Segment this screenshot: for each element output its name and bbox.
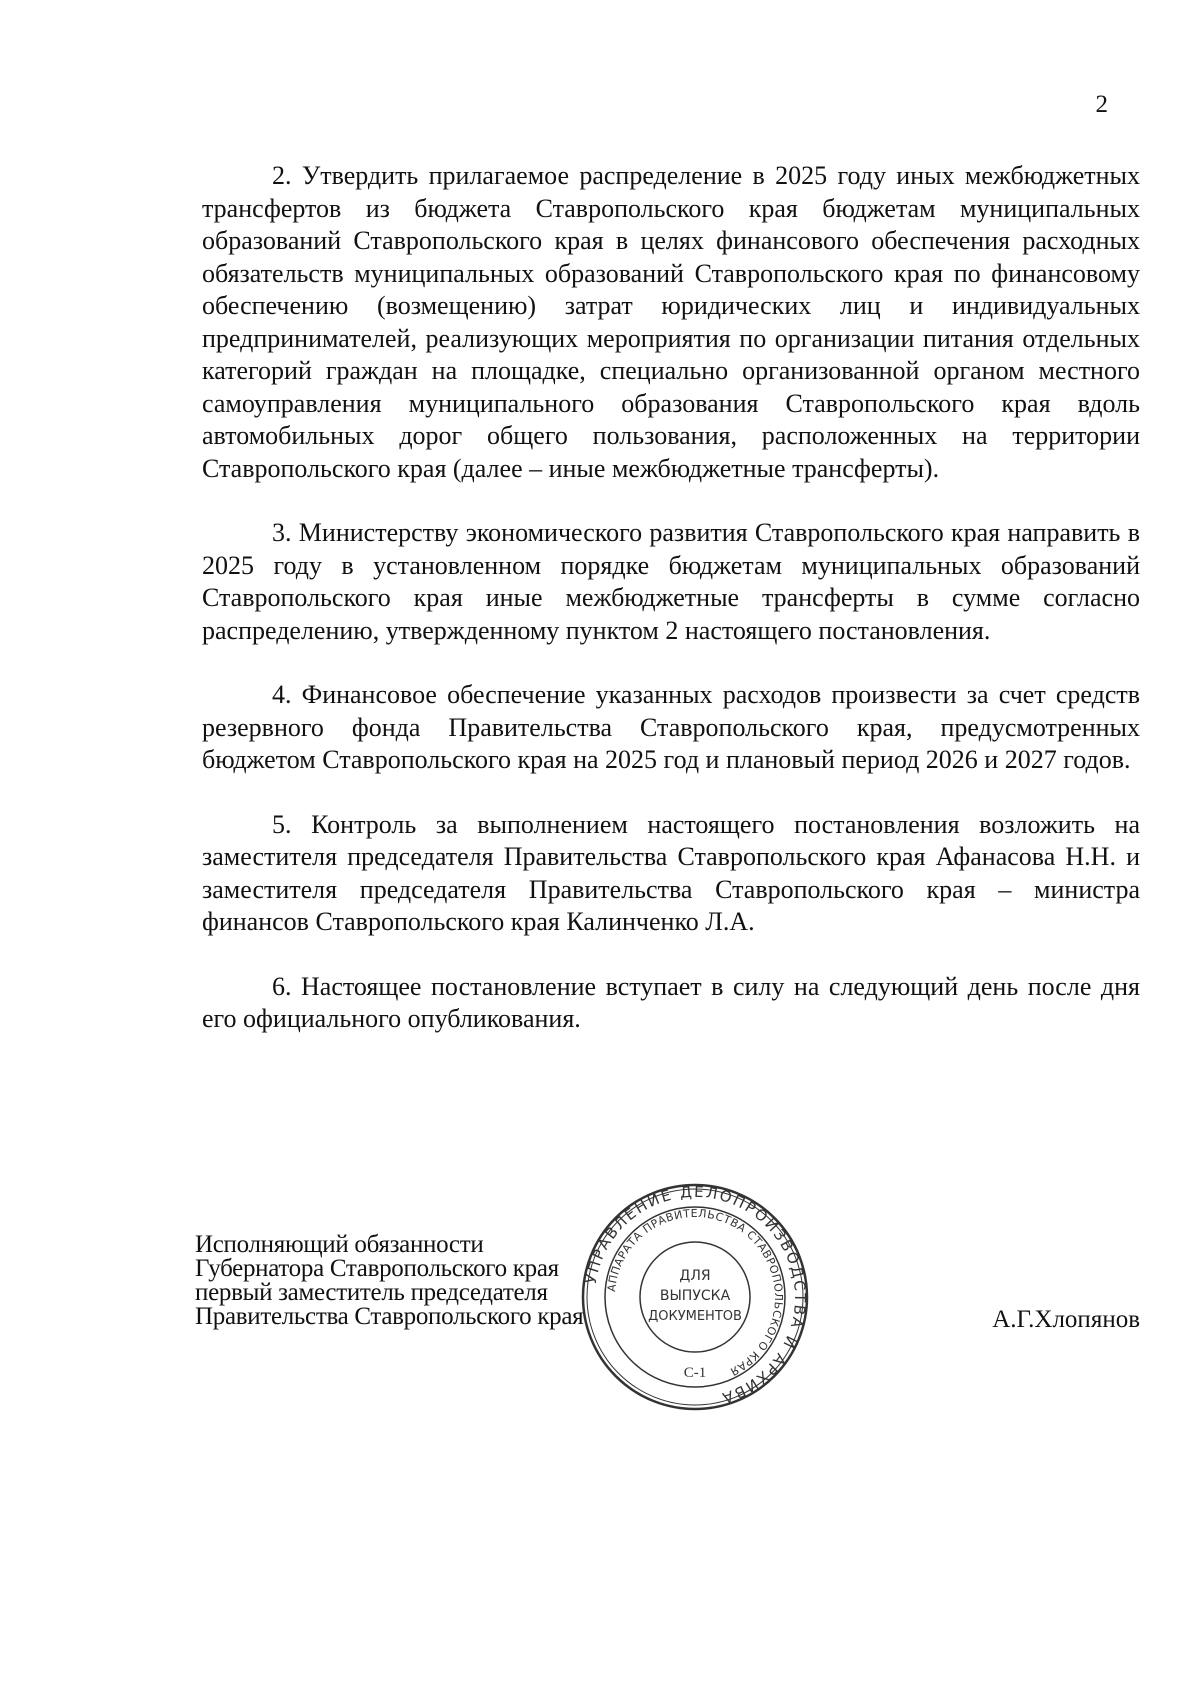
paragraph-5: 5. Контроль за выполнением настоящего постановления возложить на заместителя председателя Правительства Ставропольского края Афанасова Н.Н. и заместителя председателя Правительства Ставропольского края – министра финансов Ставропольского края Калинченко Л.А. (202, 809, 1140, 936)
signatory-title-line: Правительства Ставропольского края (195, 1303, 584, 1330)
paragraph-6: 6. Настоящее постановление вступает в силу на следующий день после дня его официального опубликования. (202, 971, 1140, 1033)
paragraph-4: 4. Финансовое обеспечение указанных расходов произвести за счет средств резервного фонда Правительства Ставропольского края, предусмотренных бюджетом Ставропольского края на 2025 год и плановый период 2026 и 2027 годов. (202, 680, 1140, 774)
stamp-center-line-1: ДЛЯ (679, 1268, 711, 1284)
page-number: 2 (1095, 91, 1108, 118)
stamp-inner-text: АППАРАТА ПРАВИТЕЛЬСТВА СТАВРОПОЛЬСКОГО КРАЯ (605, 1206, 786, 1379)
document-body (202, 160, 1140, 1068)
stamp-outer-text: УПРАВЛЕНИЕ ДЕЛОПРОИЗВОДСТВА И АРХИВА (581, 1182, 810, 1408)
signatory-title-line: Исполняющий обязанности (195, 1231, 484, 1258)
signatory-title (195, 1233, 583, 1329)
stamp-seal-icon (580, 1182, 810, 1412)
paragraph-3: 3. Министерству экономического развития Ставропольского края направить в 2025 году в установленном порядке бюджетам муниципальных образований Ставропольского края иные межбюджетные трансферты в сумме согласно распределению, утвержденному пунктом 2 настоящего постановления. (202, 518, 1140, 645)
signatory-name: А.Г.Хлопянов (992, 1306, 1140, 1333)
signatory-title-line: первый заместитель председателя (195, 1279, 548, 1306)
stamp-center-line-2: ВЫПУСКА (659, 1288, 731, 1304)
paragraph-2: 2. Утвердить прилагаемое распределение в 2025 году иных межбюджетных трансфертов из бюджета Ставропольского края бюджетам муниципальных образований Ставропольского края в целях финансового обеспечения расходных обязательств муниципальных образований Ставропольского края по финансовому обеспечению (возмещению) затрат юридических лиц и индивидуальных предпринимателей, реализующих мероприятия по организации питания отдельных категорий граждан на площадке, специально организованной органом местного самоуправления муниципального образования Ставропольского края вдоль автомобильных дорог общего пользования, расположенных на территории Ставропольского края (далее – иные межбюджетные трансферты). (202, 161, 1140, 483)
signatory-title-line: Губернатора Ставропольского края (195, 1255, 559, 1282)
stamp-center-line-3: ДОКУМЕНТОВ (648, 1309, 742, 1324)
stamp-code: С-1 (683, 1365, 707, 1381)
official-stamp (580, 1182, 810, 1412)
